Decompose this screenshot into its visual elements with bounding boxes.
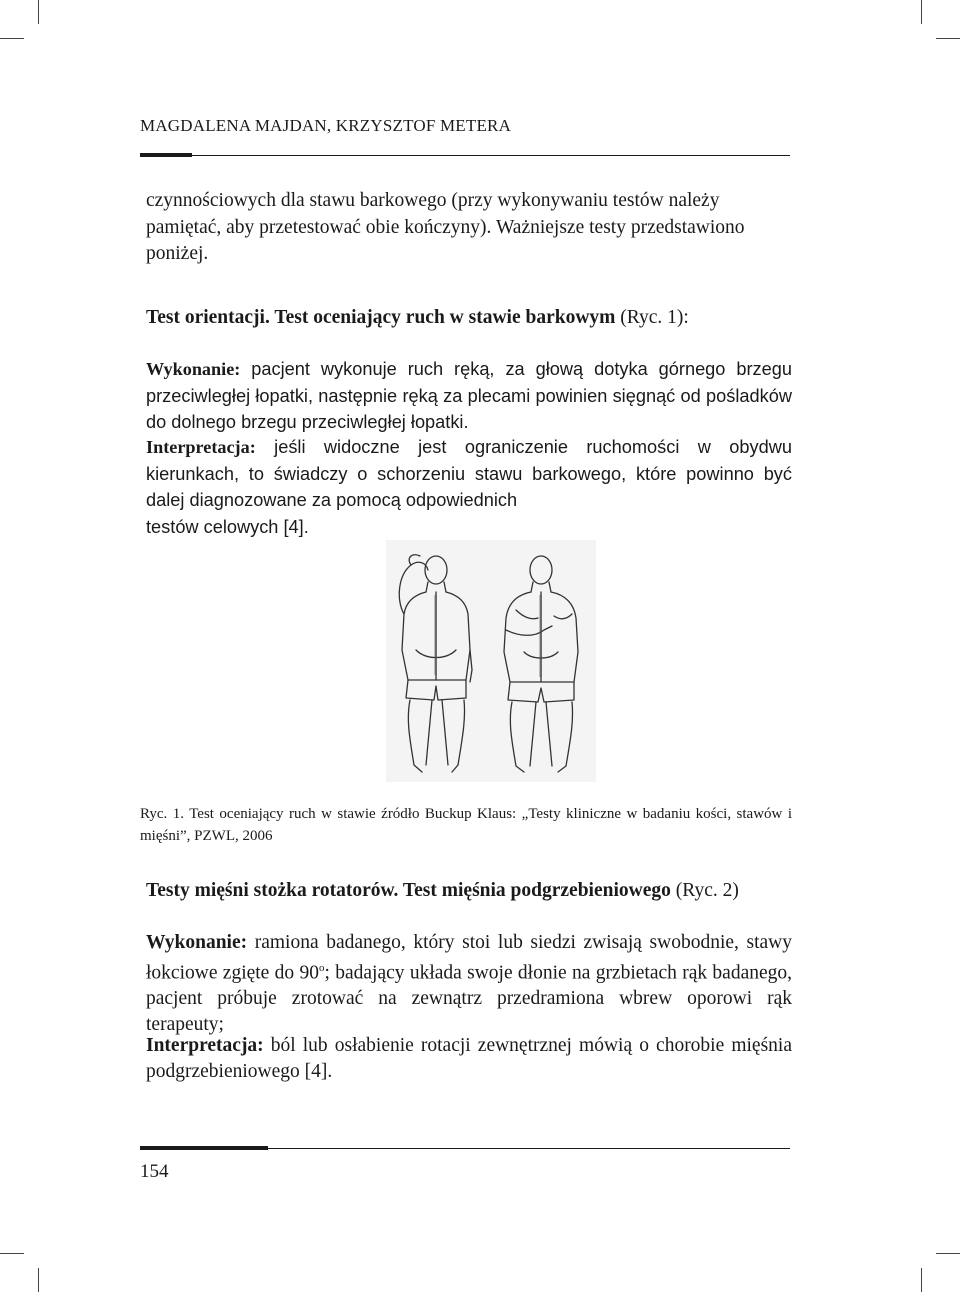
crop-mark xyxy=(921,1268,922,1292)
crop-mark xyxy=(936,1253,960,1254)
figure-shoulder-test xyxy=(386,540,596,782)
page-number: 154 xyxy=(140,1161,169,1182)
wykonanie-text: pacjent wykonuje ruch ręką, za głową dotyka górnego brzegu przeciwległej łopatki, następnie ręką za plecami powinien sięgnąć od pośladków do dolnego brzegu przeciwległej łopatki. xyxy=(146,359,792,432)
section2-heading-bold: Testy mięśni stożka rotatorów. Test mięśnia podgrzebieniowego xyxy=(146,880,671,901)
section1-heading-ref: (Ryc. 1): xyxy=(615,307,689,328)
intro-line: pamiętać, aby przetestować obie kończyny). Ważniejsze testy przedstawiono xyxy=(146,216,745,238)
section1-heading-bold: Test orientacji. Test oceniający ruch w stawie barkowym xyxy=(146,307,616,328)
footer-rule xyxy=(140,1148,790,1149)
section2-wykonanie xyxy=(146,930,792,1038)
section2-heading-ref: (Ryc. 2) xyxy=(670,880,739,901)
wykonanie-text-cont: ; badający układa swoje dłonie na grzbietach rąk badanego, pacjent próbuje zrotować na zewnątrz przedramiona wbrew oporowi rąk terapeuty; xyxy=(146,962,793,1035)
crop-mark xyxy=(936,38,960,39)
crop-mark xyxy=(0,1253,24,1254)
interpretacja-text: ból lub osłabienie rotacji zewnętrznej mówią o chorobie mięśnia podgrzebieniowego [4]. xyxy=(146,1035,792,1082)
section2-heading xyxy=(146,880,792,902)
wykonanie-label: Wykonanie: xyxy=(146,359,241,379)
interpretacja-label: Interpretacja: xyxy=(146,437,256,457)
figure-caption: Ryc. 1. Test oceniający ruch w stawie źródło Buckup Klaus: „Testy kliniczne w badaniu kości, stawów i mięśni”, PZWL, 2006 xyxy=(140,806,792,844)
wykonanie-label: Wykonanie: xyxy=(146,932,248,953)
header-rule xyxy=(140,155,790,156)
section1-heading xyxy=(146,307,792,329)
intro-paragraph xyxy=(146,188,792,268)
section2-interpretacja xyxy=(146,1033,792,1085)
intro-line: czynnościowych dla stawu barkowego (przy wykonywaniu testów należy xyxy=(146,190,720,211)
crop-mark xyxy=(921,0,922,24)
interpretacja-body xyxy=(146,434,792,514)
intro-line: poniżej. xyxy=(146,243,209,264)
interpretacja-label: Interpretacja: xyxy=(146,1035,264,1056)
interpretacja-tail: testów celowych [4]. xyxy=(146,516,309,537)
degree-superscript: o xyxy=(318,961,325,974)
crop-mark xyxy=(0,38,24,39)
section1-interpretacja xyxy=(146,434,792,540)
wykonanie-text: ramiona badanego, który stoi lub siedzi zwisają swobodnie, stawy łokciowe zgięte do 90 xyxy=(146,932,792,984)
section1-wykonanie xyxy=(146,356,792,436)
crop-mark xyxy=(38,1268,39,1292)
running-header: MAGDALENA MAJDAN, KRZYSZTOF METERA xyxy=(140,116,512,135)
interpretacja-text: jeśli widoczne jest ograniczenie ruchomości w obydwu kierunkach, to świadczy o schorzeniu stawu barkowego, które powinno być dalej diagnozowane za pomocą odpowiednich xyxy=(146,437,792,510)
crop-mark xyxy=(38,0,39,24)
